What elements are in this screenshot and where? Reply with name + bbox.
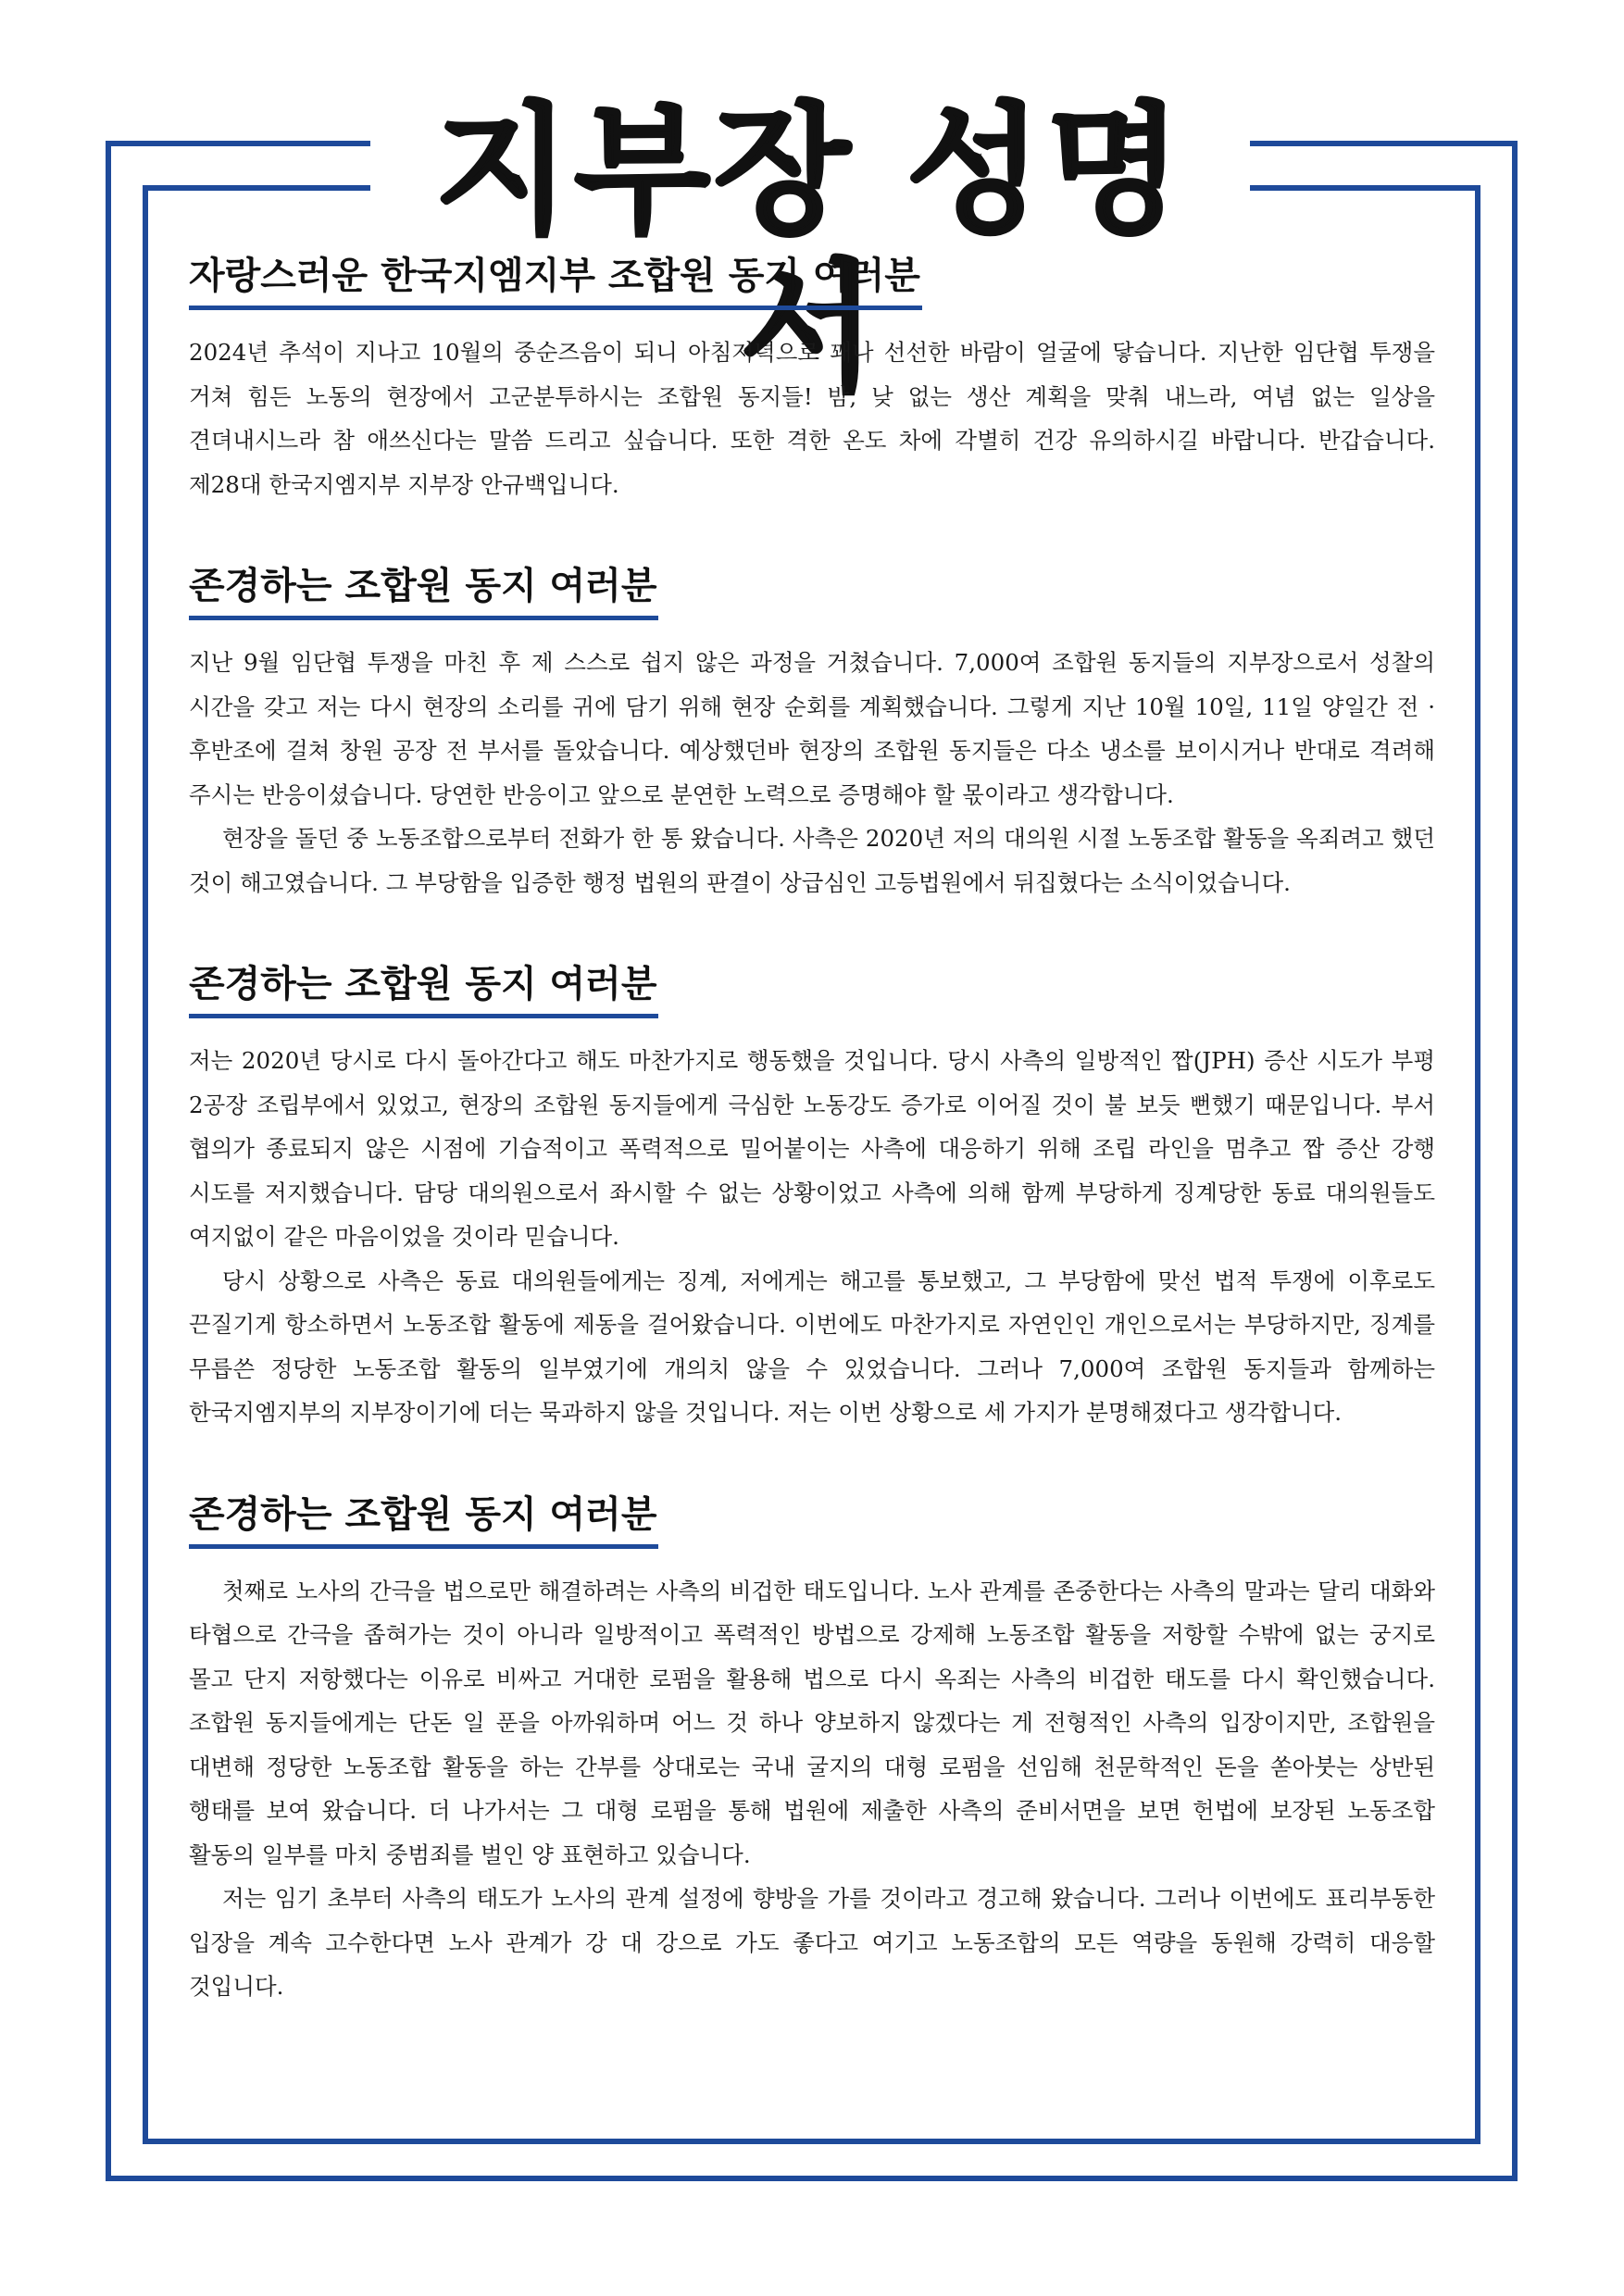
section-1 (189, 250, 1435, 506)
section-2 (189, 560, 1435, 905)
section-heading: 존경하는 조합원 동지 여러분 (189, 560, 658, 620)
section-3 (189, 958, 1435, 1435)
section-heading: 자랑스러운 한국지엠지부 조합원 동지 여러분 (189, 250, 922, 310)
section-4 (189, 1489, 1435, 2009)
page-title: 지부장 성명서 (434, 89, 1186, 410)
paragraph: 현장을 돌던 중 노동조합으로부터 전화가 한 통 왔습니다. 사측은 2020년 저의 대의원 시절 노동조합 활동을 옥죄려고 했던 것이 해고였습니다. 그 부당함을 입증한 행정 법원의 판결이 상급심인 고등법원에서 뒤집혔다는 소식이었습니다. (189, 825, 1435, 896)
paragraph: 당시 상황으로 사측은 동료 대의원들에게는 징계, 저에게는 해고를 통보했고, 그 부당함에 맞선 법적 투쟁에 이후로도 끈질기게 항소하면서 노동조합 활동에 제동을 걸어왔습니다. 이번에도 마찬가지로 자연인인 개인으로서는 부당하지만, 징계를 무릅쓴 정당한 노동조합 활동의 일부였기에 개의치 않을 수 있었습니다. 그러나 7,000여 조합원 동지들과 함께하는 한국지엠지부의 지부장이기에 더는 묵과하지 않을 것입니다. 저는 이번 상황으로 세 가지가 분명해졌다고 생각합니다. (189, 1267, 1435, 1426)
paragraph: 첫째로 노사의 간극을 법으로만 해결하려는 사측의 비겁한 태도입니다. 노사 관계를 존중한다는 사측의 말과는 달리 대화와 타협으로 간극을 좁혀가는 것이 아니라 일방적이고 폭력적인 방법으로 강제해 노동조합 활동을 저항할 수밖에 없는 궁지로 몰고 단지 저항했다는 이유로 비싸고 거대한 로펌을 활용해 법으로 다시 옥죄는 사측의 비겁한 태도를 다시 확인했습니다. 조합원 동지들에게는 단돈 일 푼을 아까워하며 어느 것 하나 양보하지 않겠다는 게 전형적인 사측의 입장이지만, 조합원을 대변해 정당한 노동조합 활동을 하는 간부를 상대로는 국내 굴지의 대형 로펌을 선임해 천문학적인 돈을 쏟아붓는 상반된 행태를 보여 왔습니다. 더 나가서는 그 대형 로펌을 통해 법원에 제출한 사측의 준비서면을 보면 헌법에 보장된 노동조합 활동의 일부를 마치 중범죄를 벌인 양 표현하고 있습니다. (189, 1577, 1435, 1868)
paragraph: 저는 임기 초부터 사측의 태도가 노사의 관계 설정에 향방을 가를 것이라고 경고해 왔습니다. 그러나 이번에도 표리부동한 입장을 계속 고수한다면 노사 관계가 강 대 강으로 가도 좋다고 여기고 노동조합의 모든 역량을 동원해 강력히 대응할 것입니다. (189, 1885, 1435, 2000)
paragraph: 지난 9월 임단협 투쟁을 마친 후 제 스스로 쉽지 않은 과정을 거쳤습니다. 7,000여 조합원 동지들의 지부장으로서 성찰의 시간을 갖고 저는 다시 현장의 소리를 귀에 담기 위해 현장 순회를 계획했습니다. 그렇게 지난 10월 10일, 11일 양일간 전 · 후반조에 걸쳐 창원 공장 전 부서를 돌았습니다. 예상했던바 현장의 조합원 동지들은 다소 냉소를 보이시거나 반대로 격려해 주시는 반응이셨습니다. 당연한 반응이고 앞으로 분연한 노력으로 증명해야 할 몫이라고 생각합니다. (189, 649, 1435, 808)
section-heading: 존경하는 조합원 동지 여러분 (189, 1489, 658, 1549)
statement-body (189, 250, 1435, 2063)
paragraph: 2024년 추석이 지나고 10월의 중순즈음이 되니 아침저녁으로 꽤나 선선한 바람이 얼굴에 닿습니다. 지난한 임단협 투쟁을 거쳐 힘든 노동의 현장에서 고군분투하시는 조합원 동지들! 밤, 낮 없는 생산 계획을 맞춰 내느라, 여념 없는 일상을 견뎌내시느라 참 애쓰신다는 말씀 드리고 싶습니다. 또한 격한 온도 차에 각별히 건강 유의하시길 바랍니다. 반갑습니다. 제28대 한국지엠지부 지부장 안규백입니다. (189, 339, 1435, 498)
paragraph: 저는 2020년 당시로 다시 돌아간다고 해도 마찬가지로 행동했을 것입니다. 당시 사측의 일방적인 짭(JPH) 증산 시도가 부평 2공장 조립부에서 있었고, 현장의 조합원 동지들에게 극심한 노동강도 증가로 이어질 것이 불 보듯 뻔했기 때문입니다. 부서 협의가 종료되지 않은 시점에 기습적이고 폭력적으로 밀어붙이는 사측에 대응하기 위해 조립 라인을 멈추고 짭 증산 강행 시도를 저지했습니다. 담당 대의원으로서 좌시할 수 없는 상황이었고 사측에 의해 함께 부당하게 징계당한 동료 대의원들도 여지없이 같은 마음이었을 것이라 믿습니다. (189, 1047, 1435, 1250)
section-heading: 존경하는 조합원 동지 여러분 (189, 958, 658, 1018)
